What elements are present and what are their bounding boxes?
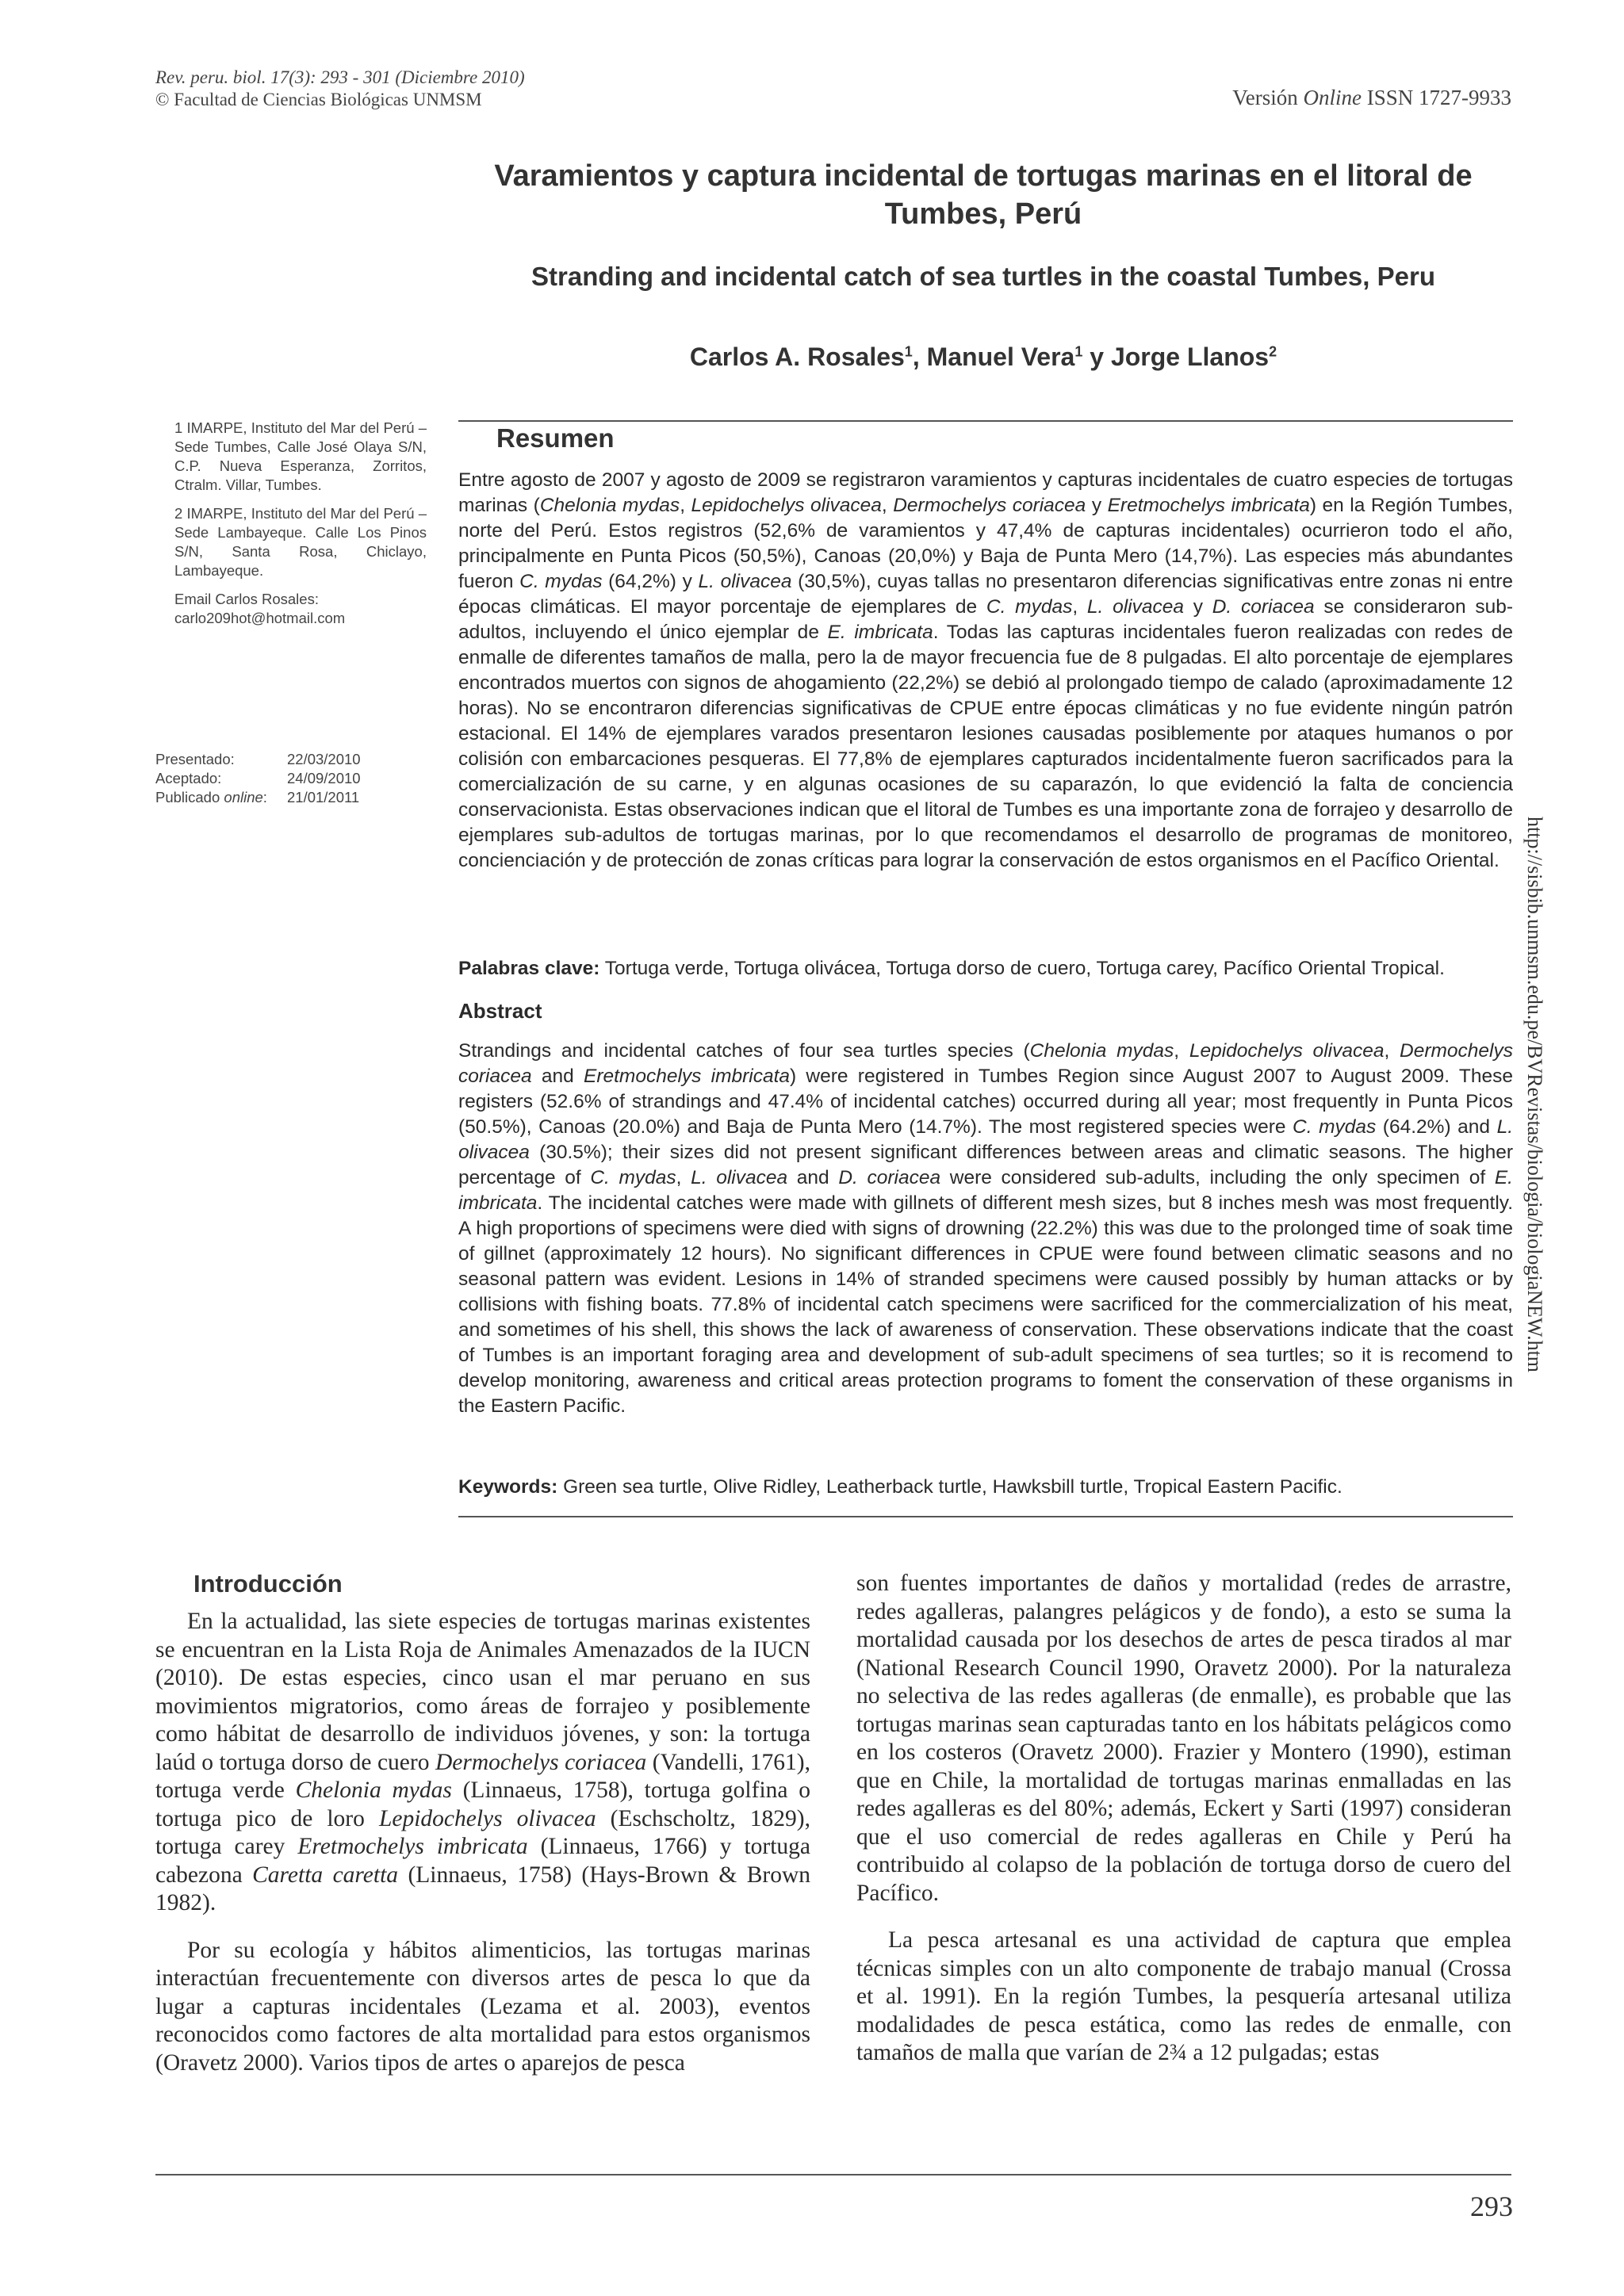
intro-paragraph-3: son fuentes importantes de daños y mortalidad (redes de arrastre, redes agalleras, palangres pelágicos y de fondo), a esto se suma la mortalidad causada por los desechos de artes de pesca tirados al mar (National Research Council 1990, Oravetz 2000). Por la naturaleza no selectiva de las redes agalleras (de enmalle), es probable que las tortugas marinas sean capturadas tanto en los hábitats pelágicos como en los costeros (Oravetz 2000). Frazier y Montero (1990), estiman que en Chile, la mortalidad de tortugas marinas enmalladas en las redes agalleras es del 80%; además, Eckert y Sarti (1997) consideran que el uso comercial de redes agalleras en Chile y Perú ha contribuido al colapso de la población de tortuga dorso de cuero del Pacífico.	[856, 1571, 1511, 1906]
keywords-label: Keywords:	[458, 1476, 558, 1498]
resumen-text: ) en la Región Tumbes, norte del Perú. Estos registros (52,6% de varamientos y 47,4% de capturas incidentales) ocurrieron todo el año, principalmente en Punta Picos (50,5%), Canoas (20,0%) y Baja de Punta Mero (14,7%). Las especies más abundantes fueron	[458, 495, 1513, 592]
species-name: E. imbricata	[827, 622, 933, 643]
journal-citation	[155, 67, 525, 111]
resumen-text: (64,2%) y	[602, 571, 699, 592]
abstract-text: were considered sub-adults, including the only specimen of	[940, 1167, 1495, 1188]
resumen-text: (30,5%), cuyas tallas no presentaron diferencias significativas entre zonas ni entre épocas climáticas. El mayor porcentaje de ejemplares de	[458, 571, 1514, 618]
issn-online: Online	[1303, 86, 1362, 109]
intro-paragraph-2: Por su ecología y hábitos alimenticios, las tortugas marinas interactúan frecuentemente con diversos artes de pesca lo que da lugar a capturas incidentales (Lezama et al. 2003), eventos reconocidos como factores de alta mortalidad para estos organismos (Oravetz 2000). Varios tipos de artes o aparejos de pesca	[155, 1937, 810, 2076]
palabras-clave-text: Tortuga verde, Tortuga olivácea, Tortuga dorso de cuero, Tortuga carey, Pacífico Oriental Tropical.	[599, 958, 1445, 979]
intro-paragraph-4: La pesca artesanal es una actividad de captura que emplea técnicas simples con un alto componente de trabajo manual (Crossa et al. 1991). En la región Tumbes, la pesquería artesanal utiliza modalidades de pesca estática, como las redes de enmalle, con tamaños de malla que varían de 2¾ a 12 pulgadas; estas	[856, 1927, 1511, 2065]
date-row	[155, 788, 361, 807]
abstract-text: and	[787, 1167, 839, 1188]
keywords-text: Green sea turtle, Olive Ridley, Leatherback turtle, Hawksbill turtle, Tropical Eastern Pacific.	[557, 1476, 1342, 1498]
divider-top	[458, 420, 1513, 422]
species-name: L. olivacea	[691, 1167, 788, 1188]
article-subtitle: Stranding and incidental catch of sea turtles in the coastal Tumbes, Peru	[531, 262, 1435, 291]
species-name: Lepidochelys olivacea	[691, 495, 882, 516]
species-name: Dermochelys coriacea	[893, 495, 1086, 516]
abstract-text: ) were registered in Tumbes Region since August 2007 to August 2009. These registers (52.6% of strandings and 47.4% of incidental catches) occurred during all year; most frequently in Punta Picos (50.5%), Canoas (20.0%) and Baja de Punta Mero (14.7%). The most registered species were	[458, 1066, 1513, 1138]
abstract-body	[458, 1039, 1513, 1419]
intro-text: (Vandelli, 1761), tortuga verde	[155, 1749, 810, 1803]
species-name: Eretmochelys imbricata	[297, 1834, 528, 1859]
abstract-text: (64.2%) and	[1376, 1116, 1497, 1138]
author-2-affil: 1	[1074, 343, 1083, 360]
article-title: Varamientos y captura incidental de tortugas marinas en el litoral de Tumbes, Perú	[494, 159, 1473, 231]
species-name: Eretmochelys imbricata	[583, 1066, 791, 1087]
species-name: D. coriacea	[1212, 596, 1315, 618]
column-right	[856, 1570, 1511, 2068]
abstract-text: and	[531, 1066, 584, 1087]
species-name: E. imbricata	[458, 1167, 1513, 1214]
intro-paragraph-1	[155, 1608, 810, 1918]
date-row	[155, 769, 361, 788]
dates-table	[155, 750, 361, 807]
abstract-text: . The incidental catches were made with gillnets of different mesh sizes, but 8 inches mesh was most frequently. A high proportions of specimens were died with signs of drowning (22.2%) this was due to the prolonged time of soak time of gillnet (approximately 12 hours). No significant differences in CPUE were found between climatic seasons and no seasonal pattern was evident. Lesions in 14% of stranded specimens were caused possibly by human attacks or by collisions with fishing boats. 77.8% of incidental catch specimens were sacrificed for the commercialization of his meat, and sometimes of his shell, this shows the lack of awareness of conservation. These observations indicate that the coast of Tumbes is an important foraging area and development of sub-adult specimens of sea turtles; so it is recomend to develop monitoring, awareness and critical areas protection programs to foment the conservation of these organisms in the Eastern Pacific.	[458, 1192, 1513, 1417]
species-name: Caretta caretta	[252, 1862, 399, 1888]
intro-text: (Eschscholtz, 1829), tortuga carey	[155, 1805, 810, 1859]
aceptado-date: 24/09/2010	[287, 770, 361, 786]
author-1-affil: 1	[904, 343, 913, 360]
keywords	[458, 1476, 1521, 1498]
abstract-text: ,	[1174, 1040, 1189, 1062]
page-number: 293	[1470, 2191, 1513, 2222]
author-2: , Manuel Vera	[912, 342, 1075, 371]
divider-middle	[458, 1516, 1513, 1517]
species-name: Chelonia mydas	[295, 1777, 452, 1803]
species-name: Dermochelys coriacea	[458, 1040, 1513, 1087]
side-url-link[interactable]: http://sisbib.unmsm.edu.pe/BVRevistas/biologia/biologiaNEW.htm	[1523, 817, 1546, 1373]
abstract-text: ,	[676, 1167, 691, 1188]
species-name: Dermochelys coriacea	[435, 1749, 647, 1775]
author-3: y Jorge Llanos	[1082, 342, 1270, 371]
species-name: C. mydas	[986, 596, 1073, 618]
author-1: Carlos A. Rosales	[689, 342, 905, 371]
intro-text: En la actualidad, las siete especies de tortugas marinas existentes se encuentran en la Lista Roja de Animales Amenazados de la IUCN (2010). De estas especies, cinco usan el mar peruano en sus movimientos migratorios, como áreas de forrajeo y posiblemente como hábitat de desarrollo de individuos jóvenes, y son: la tortuga laúd o tortuga dorso de cuero	[155, 1609, 810, 1775]
species-name: D. coriacea	[838, 1167, 941, 1188]
palabras-clave	[458, 958, 1521, 980]
email-label: Email Carlos Rosales:	[174, 591, 319, 607]
resumen-text: se consideraron sub-adultos, incluyendo el único ejemplar de	[458, 596, 1513, 643]
palabras-clave-label: Palabras clave:	[458, 958, 600, 979]
publicado-label-b: online	[224, 789, 263, 806]
species-name: Chelonia mydas	[1029, 1040, 1174, 1062]
intro-text: (Linnaeus, 1758) (Hays-Brown & Brown 1982).	[155, 1862, 811, 1915]
email-address: carlo209hot@hotmail.com	[174, 610, 346, 626]
authors	[452, 342, 1515, 372]
affiliation-2: 2 IMARPE, Instituto del Mar del Perú – Sede Lambayeque. Calle Los Pinos S/N, Santa Rosa, Chiclayo, Lambayeque.	[174, 505, 427, 579]
resumen-text: Entre agosto de 2007 y agosto de 2009 se registraron varamientos y capturas incidentales de cuatro especies de tortugas marinas (	[458, 469, 1513, 516]
journal-line-1: Rev. peru. biol. 17(3): 293 - 301 (Diciembre 2010)	[155, 67, 525, 87]
resumen-heading: Resumen	[496, 423, 615, 453]
presentado-label: Presentado:	[155, 751, 235, 767]
resumen-text: ,	[680, 495, 691, 516]
introduccion-heading: Introducción	[193, 1570, 343, 1598]
species-name: C. mydas	[519, 571, 603, 592]
column-left	[155, 1608, 810, 2077]
resumen-text: . Todas las capturas incidentales fueron realizadas con redes de enmalle de diferentes tamaños de malla, pero la de mayor frecuencia fue de 8 pulgadas. El alto porcentaje de ejemplares encontrados muertos con signos de ahogamiento (22,2%) se debió al prolongado tiempo de calado (aproximadamente 12 horas). No se encontraron diferencias significativas de CPUE entre épocas climáticas y no fue evidente ningún patrón estacional. El 14% de ejemplares varados presentaron lesiones causadas posiblemente por ataques humanos o por colisión con embarcaciones pesqueras. El 77,8% de ejemplares capturados incidentalmente fueron sacrificados para la comercialización de su carne, y en algunas ocasiones de su caparazón, lo que evidenció la falta de conciencia conservacionista. Estas observaciones indican que el litoral de Tumbes es una importante zona de forrajeo y desarrollo de ejemplares sub-adultos de tortugas marinas, por lo que recomendamos el desarrollo de programas de monitoreo, concienciación y de protección de zonas críticas para lograr la conservación de estos organismos en el Pacífico Oriental.	[458, 622, 1514, 871]
divider-footer	[155, 2174, 1511, 2175]
resumen-text: y	[1183, 596, 1212, 618]
publicado-label-a: Publicado	[155, 789, 224, 806]
resumen-body	[458, 468, 1513, 874]
affiliation-1: 1 IMARPE, Instituto del Mar del Perú – Sede Tumbes, Calle José Olaya S/N, C.P. Nueva Esperanza, Zorritos, Ctralm. Villar, Tumbes.	[174, 419, 427, 493]
issn-suffix: ISSN 1727-9933	[1361, 86, 1511, 109]
species-name: Chelonia mydas	[539, 495, 680, 516]
resumen-text: ,	[881, 495, 894, 516]
aceptado-label: Aceptado:	[155, 770, 222, 786]
abstract-text: (30.5%); their sizes did not present significant differences between areas and climatic seasons. The higher percentage of	[458, 1142, 1513, 1188]
species-name: C. mydas	[590, 1167, 676, 1188]
resumen-text: y	[1086, 495, 1108, 516]
species-name: L. olivacea	[698, 571, 792, 592]
species-name: C. mydas	[1293, 1116, 1377, 1138]
species-name: Lepidochelys olivacea	[1189, 1040, 1385, 1062]
issn-line	[1232, 86, 1511, 110]
abstract-heading: Abstract	[458, 999, 542, 1023]
journal-line-2: © Facultad de Ciencias Biológicas UNMSM	[155, 90, 482, 109]
presentado-date: 22/03/2010	[287, 751, 361, 767]
resumen-text: ,	[1072, 596, 1087, 618]
intro-text: (Linnaeus, 1758), tortuga golfina o tortuga pico de loro	[155, 1777, 810, 1831]
author-3-affil: 2	[1269, 343, 1277, 360]
species-name: L. olivacea	[458, 1116, 1514, 1163]
species-name: Eretmochelys imbricata	[1107, 495, 1310, 516]
affiliations	[174, 419, 427, 628]
species-name: L. olivacea	[1086, 596, 1184, 618]
species-name: Lepidochelys olivacea	[378, 1805, 596, 1831]
issn-prefix: Versión	[1232, 86, 1304, 109]
abstract-text: Strandings and incidental catches of four sea turtles species (	[458, 1040, 1030, 1062]
intro-text: (Linnaeus, 1766) y tortuga cabezona	[155, 1834, 811, 1888]
abstract-text: ,	[1384, 1040, 1400, 1062]
publicado-date: 21/01/2011	[287, 789, 360, 806]
date-row	[155, 750, 361, 769]
publicado-label-c: :	[262, 789, 267, 806]
publicado-label	[155, 788, 287, 807]
